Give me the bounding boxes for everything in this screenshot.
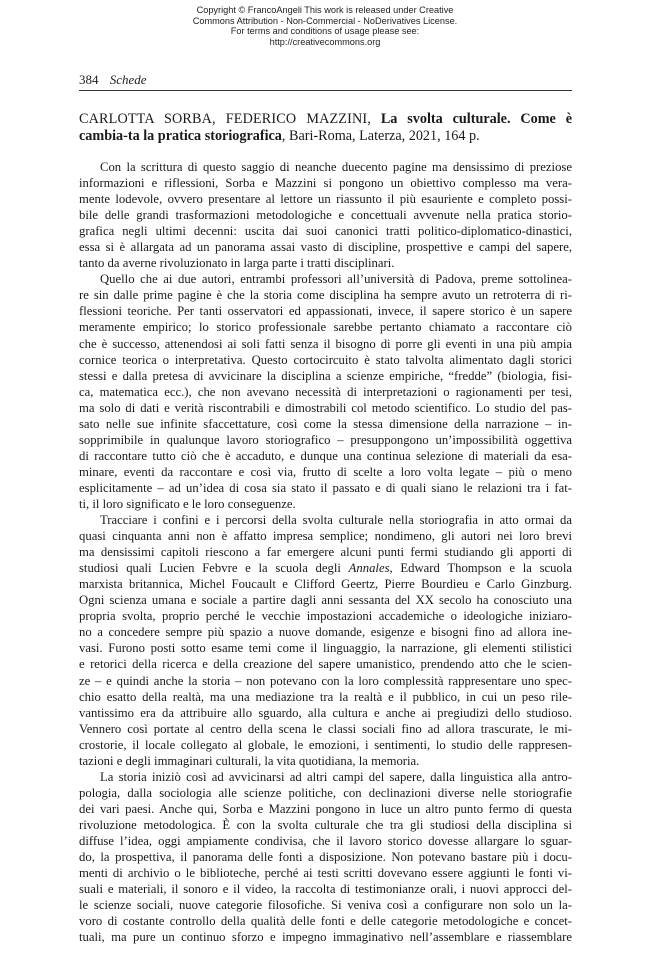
bibliographic-reference [79,111,572,145]
text-line: ma densissimi capitoli riescono a far emergere alcuni punti fermi studiando gli apporti di [79,545,572,560]
text-line: Vennero così portate al centro della scena le classi sociali fino ad allora trascurate, le mi- [79,721,572,736]
review-body [79,159,572,945]
publication-info: , Bari-Roma, Laterza, 2021, 164 p. [281,128,480,144]
paragraph [79,769,572,946]
text-line: vasi. Furono posti sotto esame temi come il linguaggio, la narrazione, gli elementi stilistici [79,641,572,656]
text-line: chio esatto della realtà, ma una mediazione tra la realtà e il pubblico, in cui un peso rile- [79,689,572,704]
reviewed-authors: CARLOTTA SORBA, FEDERICO MAZZINI, [79,111,371,127]
text-line: Quello che ai due autori, entrambi professori all’università di Padova, preme sottolinea- [100,272,572,287]
text-line: le scienze sociali, nuove categorie filosofiche. Si veniva così a configurare non solo un la- [79,898,572,913]
text-line: e retorici della ricerca e della creazione del sapere umanistico, prendendo atto che le scien- [79,657,572,672]
text-line: esplicitamente – ad un’idea di cosa sia stato il passato e di quali siano le relazioni tra i fat- [79,480,572,495]
text-line: do, la prospettiva, il panorama delle fonti a disposizione. Non potevano bastare più i docu- [79,850,572,865]
text-line: diffuse l’idea, oggi ampiamente condivisa, che il lavoro storico dovesse allargare lo sguar- [79,833,572,848]
text-line: re sin dalle prime pagine è che la storia come disciplina ha sempre avuto un retroterra di ri- [79,288,572,303]
reviewed-title: La svolta culturale. Come è cambia-ta la pratica storiografica [79,111,572,144]
text-line: voro di costante controllo della qualità delle fonti e delle categorie metodologiche e concet- [79,914,572,929]
text-line: che è successo, attenendosi ai soli fatti senza il bisogno di porre gli eventi in una più ampia [79,336,572,351]
text-line: quasi cinquanta anni non è affatto impresa semplice; nondimeno, gli autori nei loro brevi [79,529,572,544]
text-line: tazioni e degli immaginari culturali, la vita quotidiana, la memoria. [79,753,420,768]
text-line: ca, matematica ecc.), che non avevano necessità di interpretazioni o ragionamenti per tesi, [79,384,572,399]
paragraph [79,159,572,271]
text-line: no a concedere sempre più spazio a nuove domande, esigenze e bisogni fino ad allora ine- [79,625,572,640]
text-line: propria svolta, proprio perché le vecchie impostazioni accademiche o ideologiche iniziaro- [79,609,572,624]
text-line: ma solo di dati e verità riscontrabili e dimostrabili col metodo scientifico. Lo studio del pas- [79,400,572,415]
text-line: cornice teorica o interpretativa. Questo cortocircuito è stato talvolta alimentato dagli storici [79,352,572,367]
license-line: For terms and conditions of usage please see: [230,26,420,37]
header-rule [79,90,572,91]
text-line: marxista britannica, Michel Foucault e Clifford Geertz, Pierre Bourdieu e Carlo Ginzburg. [79,577,572,592]
license-line: Commons Attribution - Non-Commercial - NoDerivatives License. [192,15,458,26]
text-line: di raccontare tutto ciò che è accaduto, e dunque una continua selezione di materiali da esa- [79,448,572,463]
section-title: Schede [109,72,147,87]
text-line: Tracciare i confini e i percorsi della svolta culturale nella storiografia in atto ormai da [100,513,572,528]
paragraph [79,271,572,512]
text-line: tuali, ma pure un continuo sforzo e impegno immaginativo nell’assemblare e riassemblare [79,930,572,945]
license-line: http://creativecommons.org [269,36,381,47]
text-line: vantissimo era da attribuire allo sguardo, alla cultura e anche ai pregiudizi dello studioso. [79,705,572,720]
text-line: La storia iniziò così ad avvicinarsi ad altri campi del sapere, dalla linguistica alla antro- [100,769,572,784]
text-line: meramente empirico; lo storico professionale sarebbe pertanto chiamato a raccontare ciò [79,320,572,335]
text-line: suali e materiali, il sonoro e il video, la raccolta di testimonianze orali, i nuovi approcci del- [79,882,572,897]
text-line: Con la scrittura di questo saggio di neanche duecento pagine ma densissimo di preziose [100,160,572,174]
text-line: informazioni e riflessioni, Sorba e Mazzini si pongono un obiettivo complesso ma vera- [79,176,572,191]
license-line: Copyright © FrancoAngeli This work is released under Creative [196,5,454,15]
text-line: sato nelle sue infinite sfaccettature, così come la stessa dimensione della narrazione – in- [79,416,572,431]
text-line: ze – e quindi anche la storia – non potevano con la loro complessità rappresentare uno spec- [79,673,572,688]
text-line: crostorie, il locale collegato al globale, le emozioni, i sentimenti, lo studio delle rappresen- [79,737,572,752]
page-number: 384 [79,72,99,87]
text-line: rivoluzione metodologica. È con la svolta culturale che tra gli studiosi della disciplina si [79,817,572,832]
text-line: ti, il loro significato e le loro conseguenze. [79,496,296,511]
text-line: minare, eventi da raccontare e così via, frutto di scelte a loro volta legate – più o meno [79,464,572,479]
text-line: essa si è allargata ad un panorama assai vasto di discipline, prospettive e campi del sapere, [79,240,572,255]
running-head [79,72,147,88]
license-notice [0,5,650,47]
text-line: stessi e dalla pretesa di avvicinare la disciplina a scienze empiriche, “fredde” (biologia, fisi- [79,368,572,383]
text-line: Ogni scienza umana e sociale a partire dagli anni sessanta del XX secolo ha conosciuto una [79,593,572,608]
text-line: menti di archivio o le biblioteche, perché ai testi scritti dovevano essere aggiunti le fonti vi- [79,866,572,881]
paragraph [79,512,572,769]
text-line: mente lodevole, ovvero presentare al lettore un riassunto il più esauriente e completo possi- [79,192,572,207]
text-line: flessioni teoriche. Per tanti osservatori ed appassionati, invece, il sapere storico è un sapere [79,304,572,319]
text-line: grafica negli ultimi decenni: uscita dai suoi canonici tratti politico-diplomatico-dinastici, [79,224,572,239]
text-line: sopprimibile in qualunque lavoro storiografico – presuppongono un’impossibilità oggettiva [79,432,572,447]
text-line: dei vari paesi. Anche qui, Sorba e Mazzini pongono in luce un altro punto fermo di questa [79,801,572,816]
text-line: pologia, dalla sociologia alle scienze politiche, con declinazioni diverse nelle storiografie [79,785,572,800]
text-line: studiosi quali Lucien Febvre e la scuola degli Annales, Edward Thompson e la scuola [79,561,572,576]
text-line: tanto da averne rivoluzionato in larga parte i tratti disciplinari. [79,256,395,271]
text-line: bile delle grandi trasformazioni metodologiche e concettuali avvenute nella pratica storio- [79,208,572,223]
